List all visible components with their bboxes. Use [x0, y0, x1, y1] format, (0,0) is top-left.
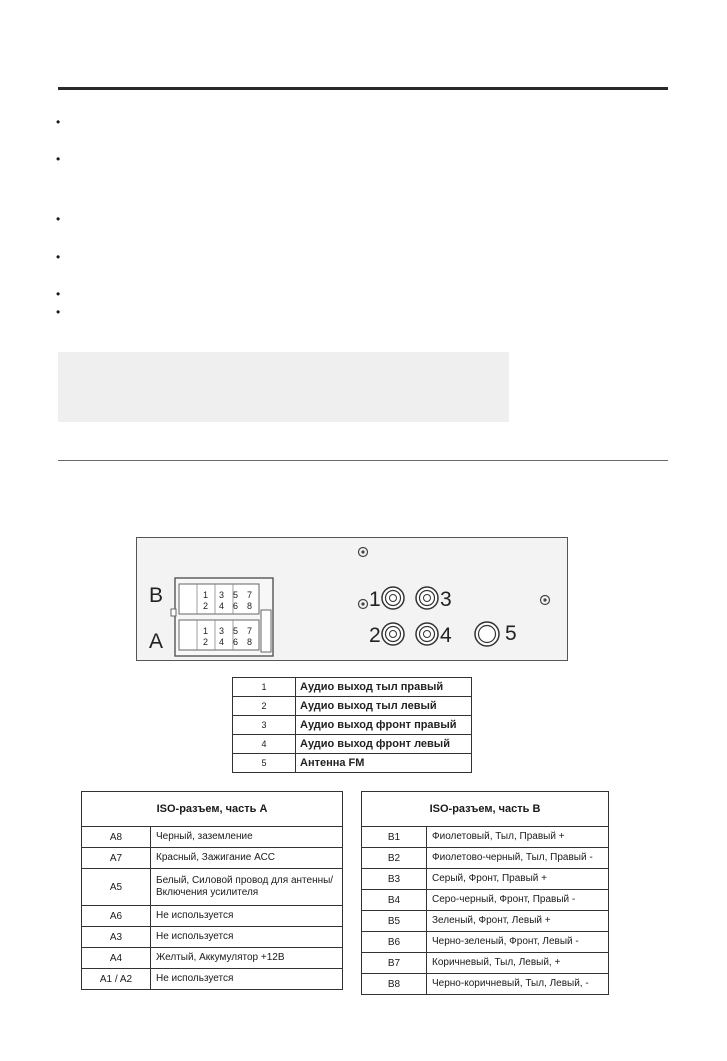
wire-description: Серо-черный, Фронт, Правый - [427, 890, 609, 911]
wire-description: Фиолетово-черный, Тыл, Правый - [427, 848, 609, 869]
wire-description: Красный, Зажигание АСС [151, 848, 343, 869]
table-row [362, 869, 609, 890]
antenna-jack-icon [475, 622, 499, 646]
pin-label: 7 [247, 590, 253, 600]
table-header-row [362, 792, 609, 827]
pin-label: 2 [203, 601, 209, 611]
pin-label: 3 [219, 626, 225, 636]
wire-description: Коричневый, Тыл, Левый, + [427, 953, 609, 974]
pin-cell: B7 [362, 953, 427, 974]
antenna-label: 5 [505, 622, 517, 645]
outputs-table [232, 677, 472, 773]
wire-description: Желтый, Аккумулятор +12В [151, 948, 343, 969]
pin-cell: B8 [362, 974, 427, 995]
section-rule-top [58, 87, 668, 90]
table-row [362, 848, 609, 869]
output-description: Антенна FM [296, 754, 472, 773]
pin-label: 7 [247, 626, 253, 636]
table-row [82, 869, 343, 906]
iso-b-table [361, 791, 609, 995]
pin-label: 5 [233, 590, 239, 600]
pin-cell: B1 [362, 827, 427, 848]
rca-jack-icon [382, 587, 404, 609]
connector-label-a: A [149, 630, 164, 653]
wire-description: Не используется [151, 969, 343, 990]
rca-label: 4 [440, 624, 452, 647]
table-row [362, 911, 609, 932]
wire-description: Не используется [151, 906, 343, 927]
table-row [362, 932, 609, 953]
table-row [82, 848, 343, 869]
table-row [233, 735, 472, 754]
wire-description: Черно-коричневый, Тыл, Левый, - [427, 974, 609, 995]
wire-description: Черный, заземление [151, 827, 343, 848]
table-row [233, 697, 472, 716]
table-row [82, 927, 343, 948]
table-row [362, 890, 609, 911]
pin-label: 5 [233, 626, 239, 636]
wire-description: Не используется [151, 927, 343, 948]
pin-label: 4 [219, 637, 225, 647]
pin-cell: A6 [82, 906, 151, 927]
table-row [362, 974, 609, 995]
pin-label: 6 [233, 637, 239, 647]
iso-a-table [81, 791, 343, 990]
pin-cell: B5 [362, 911, 427, 932]
pin-label: 1 [203, 626, 209, 636]
pin-label: 8 [247, 637, 253, 647]
bullet: • [56, 250, 61, 264]
pin-cell: A3 [82, 927, 151, 948]
table-row [233, 754, 472, 773]
bullet: • [56, 115, 61, 129]
wire-description: Черно-зеленый, Фронт, Левый - [427, 932, 609, 953]
wire-description: Серый, Фронт, Правый + [427, 869, 609, 890]
pin-label: 4 [219, 601, 225, 611]
output-number: 1 [233, 678, 296, 697]
rca-jack-icon [416, 623, 438, 645]
bullet: • [56, 305, 61, 319]
pin-cell: B6 [362, 932, 427, 953]
output-number: 4 [233, 735, 296, 754]
pin-cell: B2 [362, 848, 427, 869]
section-rule [58, 460, 668, 461]
wire-description: Белый, Силовой провод для антенны/Включения усилителя [151, 869, 343, 906]
rca-label: 3 [440, 588, 452, 611]
screw-icon [541, 596, 550, 605]
pin-label: 1 [203, 590, 209, 600]
table-row [362, 953, 609, 974]
rca-jack-icon [416, 587, 438, 609]
pin-cell: A8 [82, 827, 151, 848]
rca-jack-icon [382, 623, 404, 645]
rear-panel-svg [137, 538, 569, 662]
table-row [362, 827, 609, 848]
rca-label: 1 [369, 588, 381, 611]
table-row [82, 948, 343, 969]
pin-label: 3 [219, 590, 225, 600]
output-description: Аудио выход тыл левый [296, 697, 472, 716]
note-box [58, 352, 509, 422]
pin-cell: A5 [82, 869, 151, 906]
pin-label: 6 [233, 601, 239, 611]
screw-icon [359, 600, 368, 609]
output-number: 3 [233, 716, 296, 735]
pin-cell: A4 [82, 948, 151, 969]
bullet: • [56, 212, 61, 226]
iso-a-header: ISO-разъем, часть A [82, 792, 343, 827]
table-row [233, 678, 472, 697]
pin-label: 8 [247, 601, 253, 611]
bullet: • [56, 287, 61, 301]
rear-panel-diagram [136, 537, 568, 661]
connector-label-b: B [149, 584, 164, 607]
pin-cell: A1 / A2 [82, 969, 151, 990]
pin-cell: A7 [82, 848, 151, 869]
table-row [233, 716, 472, 735]
output-description: Аудио выход фронт левый [296, 735, 472, 754]
wire-description: Зеленый, Фронт, Левый + [427, 911, 609, 932]
output-description: Аудио выход тыл правый [296, 678, 472, 697]
rca-label: 2 [369, 624, 381, 647]
output-number: 5 [233, 754, 296, 773]
iso-b-header: ISO-разъем, часть B [362, 792, 609, 827]
table-header-row [82, 792, 343, 827]
bullet: • [56, 152, 61, 166]
table-row [82, 906, 343, 927]
output-description: Аудио выход фронт правый [296, 716, 472, 735]
table-row [82, 969, 343, 990]
pin-cell: B3 [362, 869, 427, 890]
pin-label: 2 [203, 637, 209, 647]
output-number: 2 [233, 697, 296, 716]
pin-cell: B4 [362, 890, 427, 911]
wire-description: Фиолетовый, Тыл, Правый + [427, 827, 609, 848]
screw-icon [359, 548, 368, 557]
table-row [82, 827, 343, 848]
